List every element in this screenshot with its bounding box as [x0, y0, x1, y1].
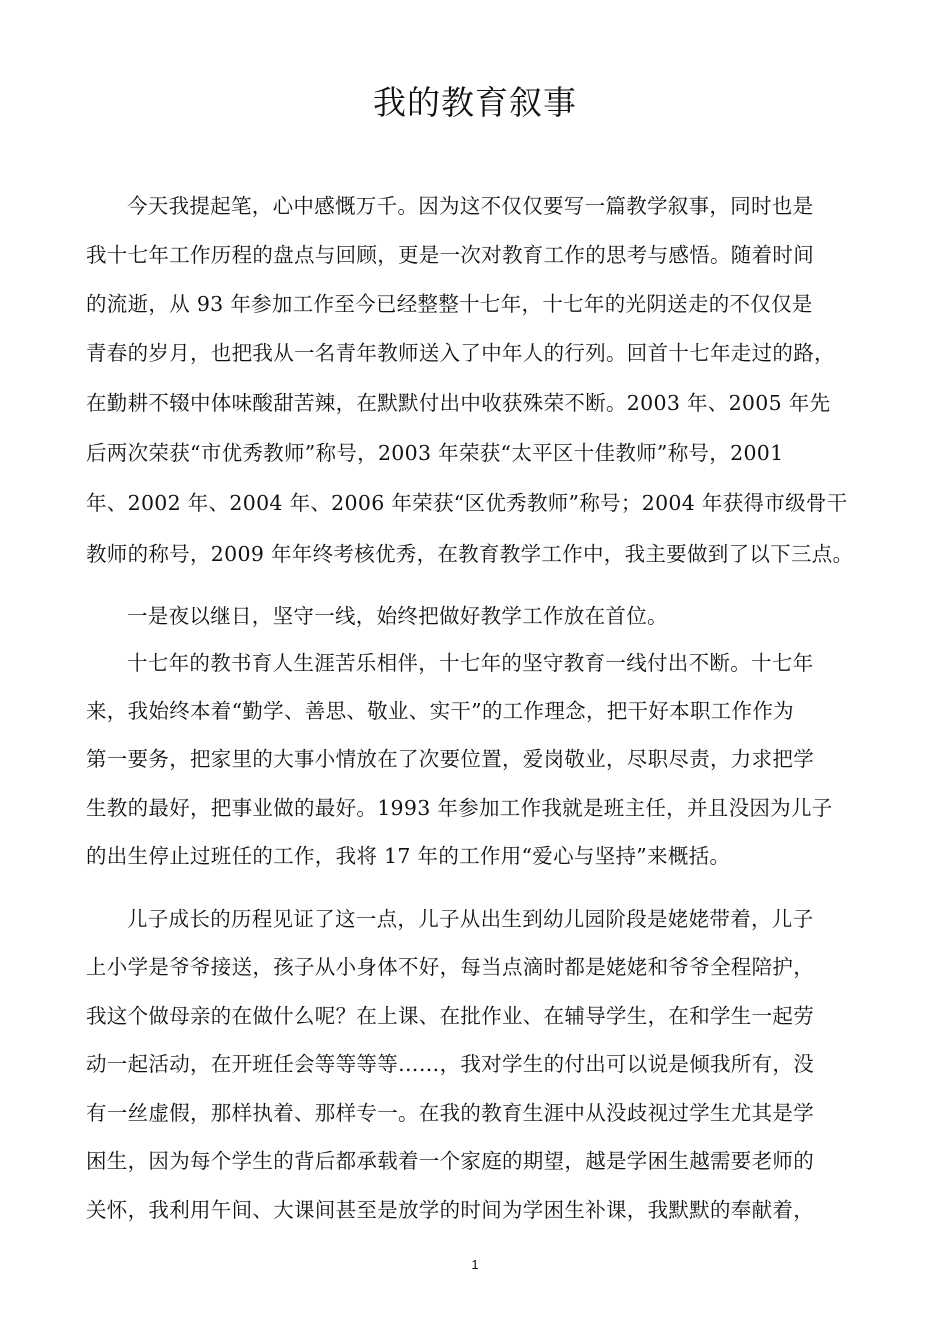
- paragraph-line: 十七年的教书育人生涯苦乐相伴，十七年的坚守教育一线付出不断。十七年: [127, 651, 814, 675]
- paragraph-line: 困生，因为每个学生的背后都承载着一个家庭的期望，越是学困生越需要老师的: [86, 1149, 814, 1173]
- paragraph-line: 教师的称号，2009 年年终考核优秀，在教育教学工作中，我主要做到了以下三点。: [86, 542, 854, 566]
- paragraph-line: 儿子成长的历程见证了这一点，儿子从出生到幼儿园阶段是姥姥带着，儿子: [127, 907, 814, 931]
- paragraph-line: 关怀，我利用午间、大课间甚至是放学的时间为学困生补课，我默默的奉献着，: [86, 1198, 814, 1222]
- paragraph-line: 有一丝虚假，那样执着、那样专一。在我的教育生涯中从没歧视过学生尤其是学: [86, 1101, 814, 1125]
- paragraph-line: 第一要务，把家里的大事小情放在了次要位置，爱岗敬业，尽职尽责，力求把学: [86, 747, 814, 771]
- paragraph-line: 青春的岁月，也把我从一名青年教师送入了中年人的行列。回首十七年走过的路，: [86, 341, 835, 365]
- paragraph-line: 的出生停止过班任的工作，我将 17 年的工作用“爱心与坚持”来概括。: [86, 844, 731, 868]
- page-title: 我的教育叙事: [373, 83, 577, 122]
- paragraph-line: 后两次荣获“市优秀教师”称号，2003 年荣获“太平区十佳教师”称号，2001: [86, 441, 784, 465]
- paragraph-line: 上小学是爷爷接送，孩子从小身体不好，每当点滴时都是姥姥和爷爷全程陪护，: [86, 955, 814, 979]
- paragraph-line: 我十七年工作历程的盘点与回顾，更是一次对教育工作的思考与感悟。随着时间: [86, 243, 814, 267]
- paragraph-line: 我这个做母亲的在做什么呢？在上课、在批作业、在辅导学生，在和学生一起劳: [86, 1004, 814, 1028]
- paragraph-line: 生教的最好，把事业做的最好。1993 年参加工作我就是班主任，并且没因为儿子: [86, 796, 833, 820]
- paragraph-line: 今天我提起笔，心中感慨万千。因为这不仅仅要写一篇教学叙事，同时也是: [127, 194, 814, 218]
- page-number: 1: [471, 1257, 479, 1272]
- paragraph-line: 来，我始终本着“勤学、善思、敬业、实干”的工作理念，把干好本职工作作为: [86, 699, 794, 723]
- paragraph-line: 在勤耕不辍中体味酸甜苦辣，在默默付出中收获殊荣不断。2003 年、2005 年先: [86, 391, 831, 415]
- paragraph-line: 年、2002 年、2004 年、2006 年荣获“区优秀教师”称号；2004 年获得市级骨干: [86, 491, 848, 515]
- paragraph-line: 的流逝，从 93 年参加工作至今已经整整十七年，十七年的光阴送走的不仅仅是: [86, 292, 813, 316]
- section-heading: 一是夜以继日，坚守一线，始终把做好教学工作放在首位。: [127, 604, 668, 628]
- paragraph-line: 动一起活动，在开班任会等等等等……，我对学生的付出可以说是倾我所有，没: [86, 1052, 814, 1076]
